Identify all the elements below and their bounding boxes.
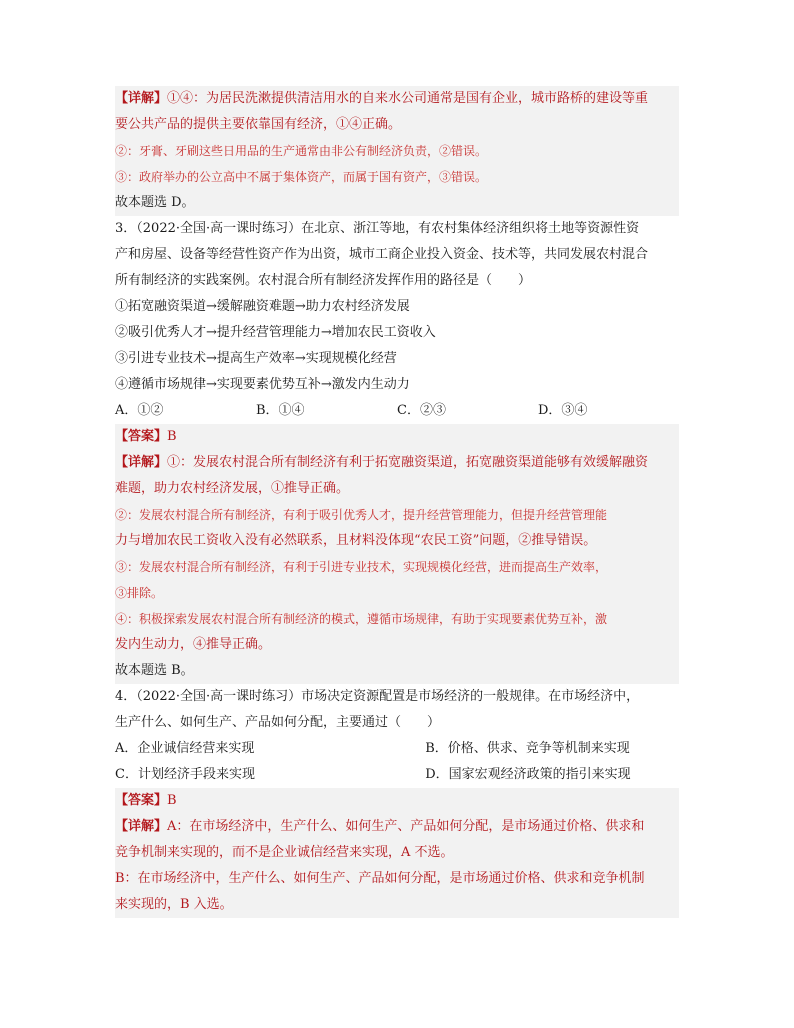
- question-3: [115, 216, 679, 424]
- explanation-line: 发内生动力，④推导正确。: [115, 637, 272, 652]
- explanation-line: ③排除。: [115, 586, 164, 600]
- conclusion-line: 故本题选 B。: [115, 663, 194, 678]
- detail-tag: 【详解】: [115, 819, 168, 834]
- statement-item: ①拓宽融资渠道→缓解融资难题→助力农村经济发展: [115, 299, 410, 314]
- option-d: D．③④: [538, 403, 588, 418]
- question-stem: 生产什么、如何生产、产品如何分配，主要通过（ ）: [115, 715, 441, 730]
- option-d: D．国家宏观经济政策的指引来实现: [425, 767, 631, 782]
- explanation-line: ②：发展农村混合所有制经济，有利于吸引优秀人才，提升经营管理能力，但提升经营管理能: [115, 508, 608, 522]
- answer-value: B: [167, 429, 177, 444]
- answer-value: B: [167, 793, 177, 808]
- detail-tag: 【详解】: [115, 91, 168, 106]
- document-page: [115, 86, 679, 918]
- option-b: B．价格、供求、竞争等机制来实现: [425, 741, 630, 756]
- question-stem: 产和房屋、设备等经营性资产作为出资，城市工商企业投入资金、技术等，共同发展农村混合: [115, 247, 649, 262]
- answer-block-q3: [115, 424, 679, 684]
- answer-line: [115, 424, 679, 450]
- explanation-block-q2: [115, 86, 679, 216]
- explanation-line: 【详解】A：在市场经济中，生产什么、如何生产、产品如何分配，是市场通过价格、供求和: [115, 819, 645, 834]
- detail-tag: 【详解】: [115, 455, 168, 470]
- answer-block-q4: [115, 788, 679, 918]
- explanation-line: ④：积极探索发展农村混合所有制经济的模式，遵循市场规律，有助于实现要素优势互补，激: [115, 612, 608, 626]
- question-4: [115, 684, 679, 788]
- question-stem: 3．（2022·全国·高一课时练习）在北京、浙江等地，有农村集体经济组织将土地等资源性资: [115, 221, 640, 236]
- option-b: B．①④: [256, 403, 305, 418]
- answer-line: [115, 788, 679, 814]
- explanation-line: ③：发展农村混合所有制经济，有利于引进专业技术，实现规模化经营，进而提高生产效率，: [115, 560, 608, 574]
- explanation-line: 来实现的，B 入选。: [115, 897, 233, 912]
- options-row: [115, 736, 679, 762]
- option-c: C．②③: [397, 403, 446, 418]
- explanation-line: ③：政府举办的公立高中不属于集体资产，而属于国有资产，③错误。: [115, 170, 488, 184]
- options-row: [115, 762, 679, 788]
- option-c: C．计划经济手段来实现: [115, 767, 255, 782]
- explanation-line: 【详解】①④：为居民洗漱提供清洁用水的自来水公司通常是国有企业，城市路桥的建设等重: [115, 91, 649, 106]
- statement-item: ③引进专业技术→提高生产效率→实现规模化经营: [115, 351, 397, 366]
- explanation-line: ②：牙膏、牙刷这些日用品的生产通常由非公有制经济负责，②错误。: [115, 144, 488, 158]
- question-stem: 4．（2022·全国·高一课时练习）市场决定资源配置是市场经济的一般规律。在市场经济中，: [115, 689, 640, 704]
- option-a: A．企业诚信经营来实现: [115, 741, 255, 756]
- answer-tag: 【答案】: [115, 793, 168, 808]
- explanation-line: 【详解】①：发展农村混合所有制经济有利于拓宽融资渠道，拓宽融资渠道能够有效缓解融资: [115, 455, 649, 470]
- explanation-line: 要公共产品的提供主要依靠国有经济，①④正确。: [115, 117, 402, 132]
- explanation-line: B：在市场经济中，生产什么、如何生产、产品如何分配，是市场通过价格、供求和竞争机制: [115, 871, 645, 886]
- explanation-line: 竞争机制来实现的，而不是企业诚信经营来实现，A 不选。: [115, 845, 454, 860]
- question-stem: 所有制经济的实践案例。农村混合所有制经济发挥作用的路径是（ ）: [115, 273, 532, 288]
- statement-item: ④遵循市场规律→实现要素优势互补→激发内生动力: [115, 377, 410, 392]
- explanation-line: 力与增加农民工资收入没有必然联系，且材料没体现“农民工资”问题，②推导错误。: [115, 533, 597, 548]
- conclusion-line: 故本题选 D。: [115, 195, 195, 210]
- statement-item: ②吸引优秀人才→提升经营管理能力→增加农民工资收入: [115, 325, 436, 340]
- option-a: A．①②: [115, 403, 164, 418]
- answer-tag: 【答案】: [115, 429, 168, 444]
- explanation-line: 难题，助力农村经济发展，①推导正确。: [115, 481, 350, 496]
- options-row: [115, 398, 679, 424]
